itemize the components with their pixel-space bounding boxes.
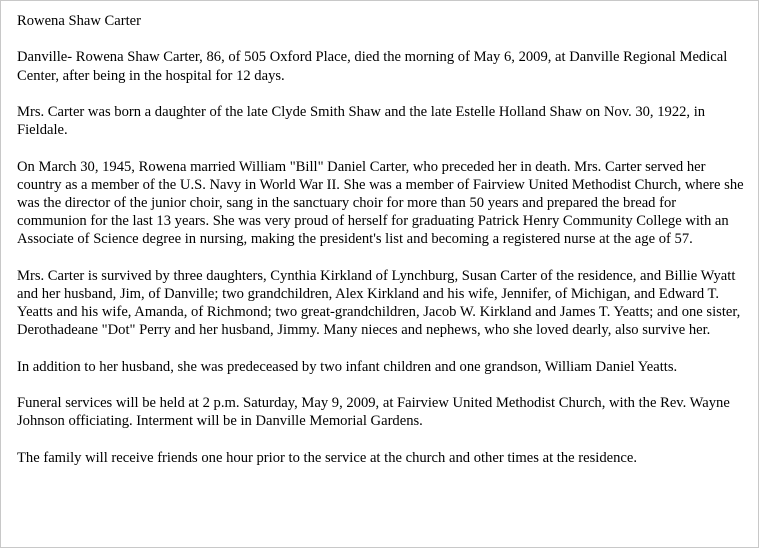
paragraph-death-notice: Danville- Rowena Shaw Carter, 86, of 505 Oxford Place, died the morning of May 6, 2009, at Danville Regional Medical Center, after being in the hospital for 12 days. — [17, 49, 728, 84]
obituary-text — [17, 12, 747, 485]
paragraph-birth: Mrs. Carter was born a daughter of the late Clyde Smith Shaw and the late Estelle Holland Shaw on Nov. 30, 1922, in Fieldale. — [17, 103, 706, 139]
paragraph-survivors: Mrs. Carter is survived by three daughters, Cynthia Kirkland of Lynchburg, Susan Carter of the residence, and Billie Wyatt and her husband, Jim, of Danville; two grandchildren, Alex Kirkland and his wife, Jennifer, of Michigan, and Edward T. Yeatts and his wife, Amanda, of Richmond; two great-grandchildren, Jacob W. Kirkland and James T. Yeatts; and one sister, Derothadeane "Dot" Perry and her husband, Jimmy. Many nieces and nephews, who she loved dearly, also survive her. — [17, 267, 741, 339]
obituary-title: Rowena Shaw Carter — [17, 13, 142, 29]
paragraph-predeceased: In addition to her husband, she was predeceased by two infant children and one grandson, William Daniel Yeatts. — [17, 358, 678, 375]
paragraph-funeral: Funeral services will be held at 2 p.m. Saturday, May 9, 2009, at Fairview United Methodist Church, with the Rev. Wayne Johnson officiating. Interment will be in Danville Memorial Gardens. — [17, 395, 730, 430]
paragraph-life: On March 30, 1945, Rowena married William "Bill" Daniel Carter, who preceded her in death. Mrs. Carter served her country as a member of the U.S. Navy in World War II. She was a member of Fairview United Methodist Church, where she was the director of the junior choir, sang in the sanctuary choir for more than 50 years and prepared the bread for communion for the last 13 years. She was very proud of herself for graduating Patrick Henry Community College with an Associate of Science degree in nursing, making the president's list and becoming a registered nurse at the age of 57. — [17, 158, 744, 248]
paragraph-visitation: The family will receive friends one hour prior to the service at the church and other times at the residence. — [17, 449, 637, 466]
